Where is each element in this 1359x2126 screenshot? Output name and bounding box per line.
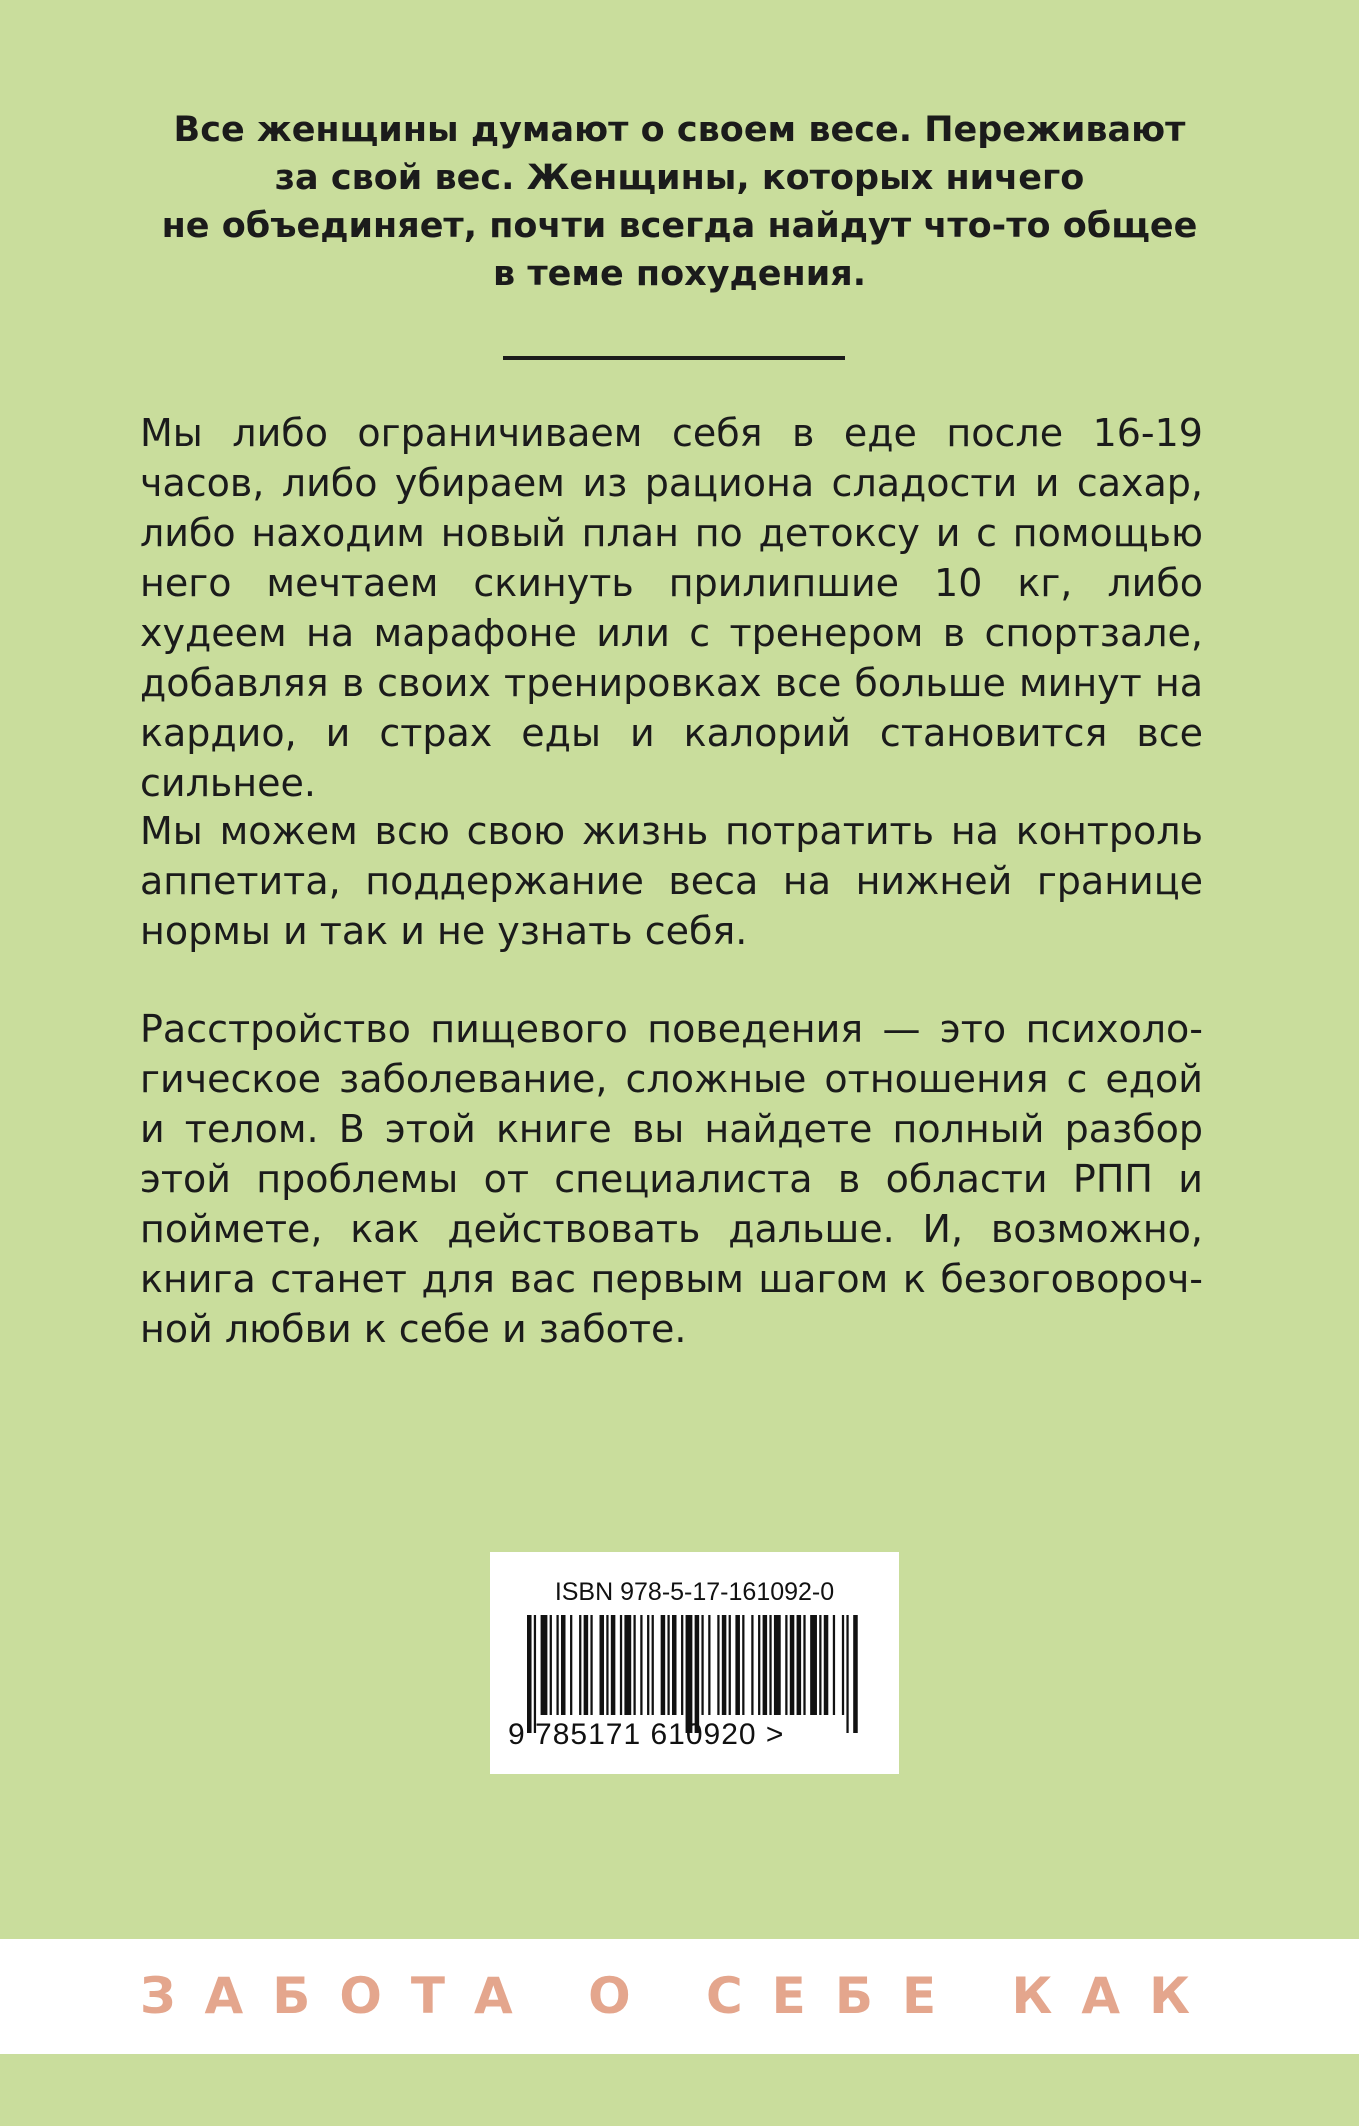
barcode-bar: [590, 1615, 592, 1715]
barcode-bar: [797, 1615, 802, 1715]
barcode-icon: [527, 1615, 860, 1733]
barcode-bar: [611, 1615, 616, 1715]
barcode-bar: [819, 1615, 821, 1715]
barcode-bar: [729, 1615, 731, 1715]
barcode-bar: [579, 1615, 581, 1715]
barcode-bar: [833, 1615, 835, 1715]
barcode-bar: [701, 1615, 703, 1715]
barcode-digits: 9 785171 610920 >: [508, 1718, 785, 1751]
barcode-bar: [561, 1615, 566, 1715]
barcode-bar: [769, 1615, 771, 1715]
barcode-bar: [686, 1615, 693, 1733]
barcode-bar: [661, 1615, 666, 1715]
barcode-bar: [751, 1615, 753, 1715]
barcode-bar: [667, 1615, 669, 1715]
paragraph-1: Мы либо ограничиваем себя в еде после 16-19 часов, либо убираем из рациона сладости и сахар, либо находим новый план по детоксу и с помощью него мечтаем скинуть прилипшие 10 кг, либо худеем на марафоне или с тренером в спортзале, добавляя в своих тренировках все больше минут на кардио, и страх еды и калорий становится все сильнее.: [140, 411, 1203, 805]
barcode-bar: [584, 1615, 589, 1715]
series-band: [0, 1939, 1359, 2054]
barcode-bar: [810, 1615, 817, 1715]
barcode-bar: [640, 1615, 642, 1715]
barcode-bar: [722, 1615, 727, 1715]
barcode-bar: [534, 1615, 536, 1733]
barcode-bar: [742, 1615, 744, 1715]
barcode-bar: [556, 1615, 558, 1715]
barcode-bar: [570, 1615, 572, 1715]
barcode-bar: [717, 1615, 719, 1715]
barcode-bar: [672, 1615, 677, 1715]
barcode-bar: [527, 1615, 532, 1733]
barcode-bar: [681, 1615, 683, 1715]
barcode-bar: [846, 1615, 848, 1733]
series-title: ЗАБОТА О СЕБЕ КАК: [140, 1967, 1219, 2025]
barcode-bar: [735, 1615, 740, 1715]
barcode-bar: [599, 1615, 604, 1715]
barcode-bar: [785, 1615, 787, 1715]
isbn-barcode-box: [490, 1552, 899, 1774]
barcode-bar: [763, 1615, 768, 1715]
barcode-bar: [695, 1615, 700, 1733]
barcode-bar: [550, 1615, 552, 1715]
barcode-bar: [624, 1615, 631, 1715]
barcode-bar: [803, 1615, 805, 1715]
barcode-bar: [633, 1615, 635, 1715]
isbn-label: ISBN 978-5-17-161092-0: [554, 1578, 835, 1606]
lead-text: Все женщины думают о своем весе. Переживают за свой вес. Женщины, которых ничего не объединяет, почти всегда найдут что-то общее в теме похудения.: [161, 110, 1198, 294]
paragraph-3: Расстройство пищевого поведения — это психологическое заболевание, сложные отношения с едой и телом. В этой книге вы найдете полный разбор этой проблемы от специалиста в области РПП и поймете, как действовать дальше. И, возможно, книга станет для вас первым шагом к безоговорочной любви к себе и заботе.: [140, 1007, 1203, 1351]
barcode-bar: [758, 1615, 760, 1715]
barcode-bar: [824, 1615, 829, 1715]
barcode-bar: [842, 1615, 844, 1715]
barcode-bar: [774, 1615, 781, 1715]
divider-line: [503, 356, 845, 360]
barcode-bar: [541, 1615, 548, 1715]
barcode-bar: [652, 1615, 654, 1715]
barcode-bar: [620, 1615, 622, 1715]
barcode-bar: [853, 1615, 858, 1733]
paragraph-2: Мы можем всю свою жизнь потратить на контроль аппетита, поддержание веса на нижней границе нормы и так и не узнать себя.: [140, 809, 1203, 953]
barcode-bar: [790, 1615, 795, 1715]
barcode-bar: [606, 1615, 608, 1715]
barcode-bar: [647, 1615, 649, 1715]
barcode-bar: [708, 1615, 710, 1715]
